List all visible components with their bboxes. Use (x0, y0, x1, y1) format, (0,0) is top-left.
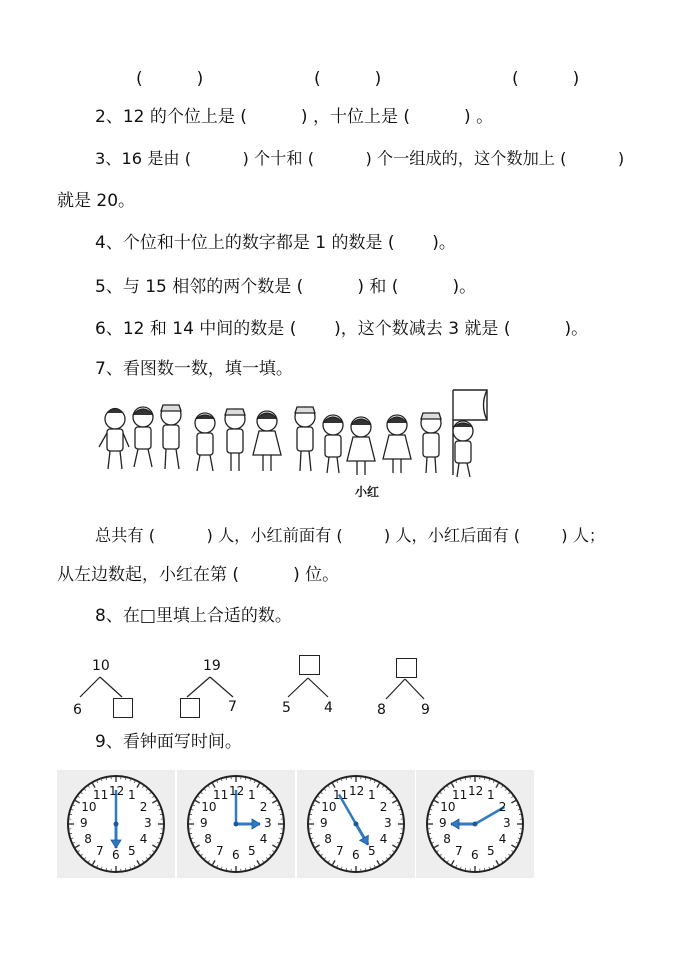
clock-number: 12 (468, 784, 484, 798)
clock-number: 11 (333, 788, 349, 803)
xiaohong-label: 小红 (355, 485, 380, 499)
clock-number: 1 (128, 788, 136, 803)
clock-number: 11 (213, 788, 229, 803)
clock-number: 4 (379, 832, 388, 846)
tree-4-right: 9 (421, 702, 430, 718)
clock-number: 8 (443, 832, 451, 846)
clock-number: 5 (128, 843, 136, 858)
clock-number: 3 (264, 816, 272, 830)
question-7-line-1: 总共有 ( ) 人，小红前面有 ( ) 人，小红后面有 ( ) 人； (95, 526, 606, 545)
clock-number: 12 (109, 784, 125, 798)
tree-2-right: 7 (228, 699, 237, 715)
clock-number: 7 (216, 843, 224, 858)
tree-3-top-box[interactable] (299, 655, 320, 675)
q1-blank-1[interactable]: ( ) (136, 69, 204, 89)
clock-number: 10 (201, 800, 217, 814)
tree-2-top: 19 (203, 658, 221, 674)
clock-number: 2 (379, 800, 388, 814)
clock-number: 5 (487, 843, 495, 858)
clock-number: 2 (498, 800, 507, 814)
clock-number: 6 (112, 848, 120, 862)
clock-number: 1 (368, 788, 376, 803)
tree-1-right-box[interactable] (113, 698, 133, 718)
clock-number: 11 (93, 788, 109, 803)
clock-number: 8 (84, 832, 92, 846)
clock-number: 8 (204, 832, 212, 846)
clock-number: 8 (324, 832, 332, 846)
q1-blank-2[interactable]: ( ) (314, 69, 382, 89)
question-6: 6、12 和 14 中间的数是 ( )，这个数减去 3 就是 ( )。 (95, 319, 589, 339)
clock-number: 11 (452, 788, 468, 803)
clock-number: 1 (487, 788, 495, 803)
question-3-line-2: 就是 20。 (57, 191, 136, 211)
clock-number: 6 (352, 848, 360, 862)
clock-4 (416, 770, 534, 878)
q1-blank-3[interactable]: ( ) (512, 69, 580, 89)
clock-number: 5 (248, 843, 256, 858)
children-row-picture (95, 385, 495, 495)
clock-number: 10 (321, 800, 337, 814)
question-5: 5、与 15 相邻的两个数是 ( ) 和 ( )。 (95, 277, 477, 297)
clock-center (234, 822, 239, 827)
clock-number: 4 (498, 832, 507, 846)
clock-number: 9 (200, 816, 208, 830)
clock-1 (57, 770, 175, 878)
clock-number: 3 (144, 816, 152, 830)
clock-number: 10 (440, 800, 456, 814)
clock-number: 1 (248, 788, 256, 803)
clock-number: 9 (80, 816, 88, 830)
clock-number: 9 (439, 816, 447, 830)
children-illustration (95, 385, 495, 495)
clock-number: 6 (232, 848, 240, 862)
tree-1-left: 6 (73, 702, 82, 718)
question-9-title: 9、看钟面写时间。 (95, 732, 242, 752)
clock-number: 9 (320, 816, 328, 830)
question-7-title: 7、看图数一数，填一填。 (95, 359, 293, 379)
clock-center (354, 822, 359, 827)
clock-2 (177, 770, 295, 878)
question-8-title: 8、在□里填上合适的数。 (95, 606, 292, 626)
clock-number: 2 (139, 800, 148, 814)
clock-number: 3 (384, 816, 392, 830)
clock-number: 12 (229, 784, 245, 798)
clock-number: 2 (259, 800, 268, 814)
clock-center (473, 822, 478, 827)
clock-number: 3 (503, 816, 511, 830)
tree-1-top: 10 (92, 658, 110, 674)
tree-3-left: 5 (282, 700, 291, 716)
clock-number: 5 (368, 843, 376, 858)
tree-3-right: 4 (324, 700, 333, 716)
clock-number: 7 (96, 843, 104, 858)
question-3-line-1: 3、16 是由 ( ) 个十和 ( ) 个一组成的，这个数加上 ( ) (95, 149, 625, 168)
clock-number: 10 (81, 800, 97, 814)
clock-center (114, 822, 119, 827)
clock-number: 4 (139, 832, 148, 846)
question-7-line-2: 从左边数起，小红在第 ( ) 位。 (57, 565, 340, 585)
clock-number: 7 (455, 843, 463, 858)
clock-number: 12 (349, 784, 365, 798)
clock-number: 6 (471, 848, 479, 862)
clock-number: 7 (336, 843, 344, 858)
tree-2-left-box[interactable] (180, 698, 200, 718)
question-2: 2、12 的个位上是 ( ) ，十位上是 ( ) 。 (95, 107, 494, 127)
clock-number: 4 (259, 832, 268, 846)
tree-4-top-box[interactable] (396, 658, 417, 678)
tree-4-left: 8 (377, 702, 386, 718)
clock-3 (297, 770, 415, 878)
question-4: 4、个位和十位上的数字都是 1 的数是 ( )。 (95, 233, 456, 253)
